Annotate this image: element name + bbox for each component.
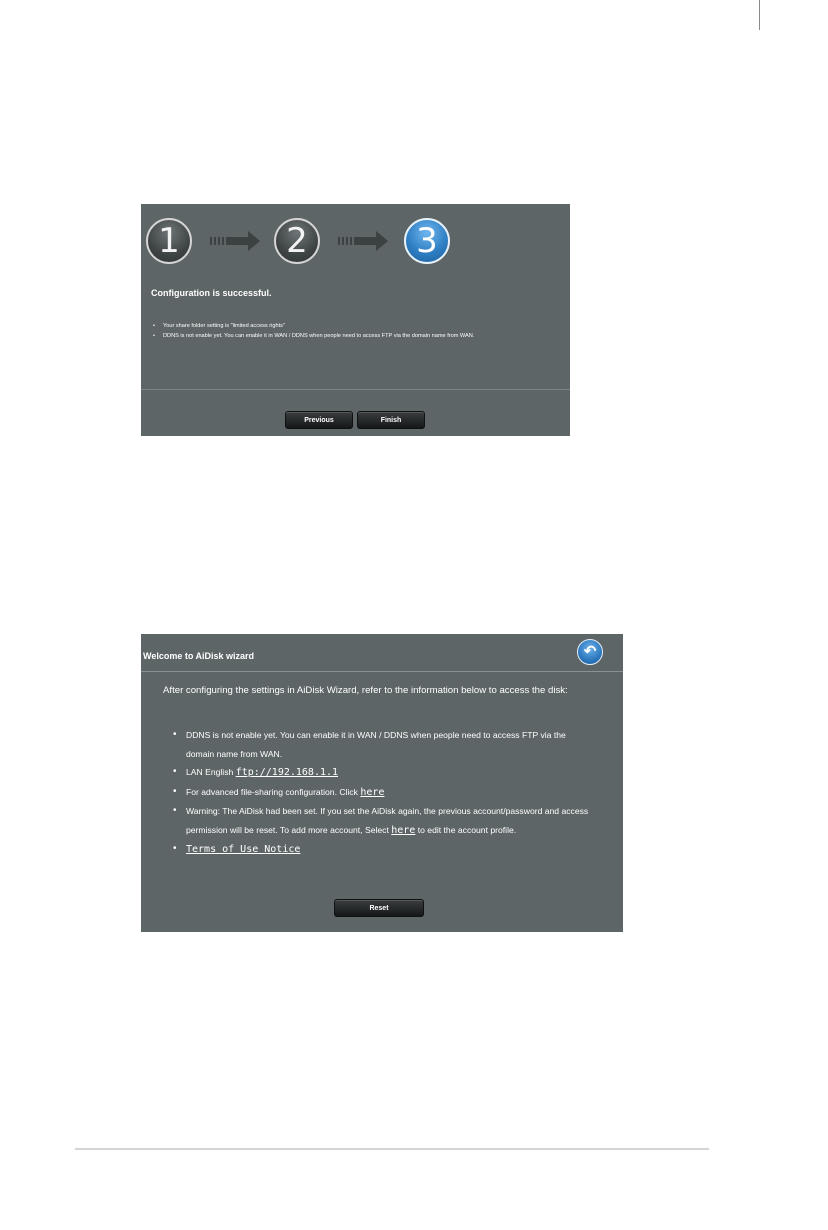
advanced-here-link[interactable]: here xyxy=(360,786,385,798)
step-3-circle: 3 xyxy=(404,218,450,264)
access-info-list xyxy=(173,726,593,860)
finish-button[interactable]: Finish xyxy=(357,411,425,429)
list-item xyxy=(173,802,593,840)
aidisk-wizard-panel xyxy=(141,634,623,932)
footer-rule xyxy=(75,1148,709,1150)
configuration-title: Configuration is successful. xyxy=(151,288,272,298)
intro-text: After configuring the settings in AiDisk Wizard, refer to the information below to access the disk: xyxy=(163,685,568,696)
terms-link[interactable]: Terms of Use Notice xyxy=(186,844,301,855)
previous-button[interactable]: Previous xyxy=(285,411,353,429)
account-here-link[interactable]: here xyxy=(391,824,416,836)
divider xyxy=(141,389,570,390)
back-arrow-icon[interactable]: ↶ xyxy=(577,639,603,665)
panel-title: Welcome to AiDisk wizard xyxy=(143,651,255,661)
configuration-success-panel xyxy=(141,204,570,436)
list-item xyxy=(173,783,593,803)
wizard-steps xyxy=(146,218,566,268)
reset-button[interactable]: Reset xyxy=(334,899,424,917)
list-item: • DDNS is not enable yet. You can enable it in WAN / DDNS when people need to access FTP via the domain name from WAN. xyxy=(153,331,513,341)
lan-label: LAN English xyxy=(186,767,234,777)
ftp-link[interactable]: ftp://192.168.1.1 xyxy=(235,767,339,778)
divider xyxy=(141,671,623,672)
warning-text: Warning: The AiDisk had been set. If you set the AiDisk again, the previous account/password and access permission will be reset. To add more account, Select xyxy=(186,806,589,835)
list-item xyxy=(173,840,593,860)
ddns-text: DDNS is not enable yet. You can enable it in WAN / DDNS when people need to access FTP via the domain name from WAN. xyxy=(186,730,566,759)
warning-suffix: to edit the account profile. xyxy=(417,824,517,835)
list-item xyxy=(173,763,593,783)
vertical-rule xyxy=(759,0,760,30)
list-item: • Your share folder setting is "limited access rights" xyxy=(153,321,513,331)
configuration-summary-list xyxy=(153,321,513,341)
advanced-text: For advanced file-sharing configuration. Click xyxy=(186,786,358,797)
step-1-circle: 1 xyxy=(146,218,192,264)
list-item xyxy=(173,726,593,763)
step-2-circle: 2 xyxy=(274,218,320,264)
